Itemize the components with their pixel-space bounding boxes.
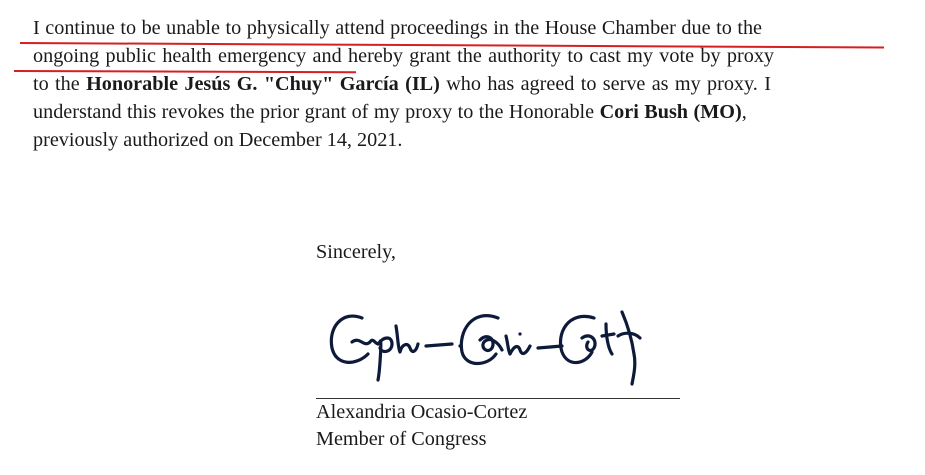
paragraph-text: to the: [33, 73, 87, 95]
paragraph-line: previously authorized on December 14, 2021.: [33, 129, 403, 151]
signer-title: Member of Congress: [316, 428, 487, 450]
underlined-phrase: ongoing public health emergency: [33, 45, 307, 67]
signer-name: Alexandria Ocasio-Cortez: [316, 401, 528, 423]
paragraph-text: ,: [741, 101, 747, 123]
paragraph-line: [33, 70, 913, 98]
paragraph-text: who has agreed to serve as my proxy. I: [439, 73, 771, 95]
handwritten-signature: [322, 296, 668, 386]
closing-salutation: Sincerely,: [316, 241, 396, 263]
paragraph-line: I continue to be unable to physically attend proceedings in the House Chamber due to the: [33, 17, 763, 39]
proxy-letter-paragraph: [33, 14, 913, 154]
prior-proxy-name: Cori Bush (MO): [599, 101, 742, 123]
paragraph-text: understand this revokes the prior grant of my proxy to the Honorable: [33, 101, 600, 123]
paragraph-text: and hereby grant the authority to cast my vote by proxy: [306, 45, 775, 67]
paragraph-line: [33, 98, 913, 126]
proxy-name: Honorable Jesús G. "Chuy" García (IL): [86, 73, 440, 95]
signer-block: [316, 399, 527, 453]
